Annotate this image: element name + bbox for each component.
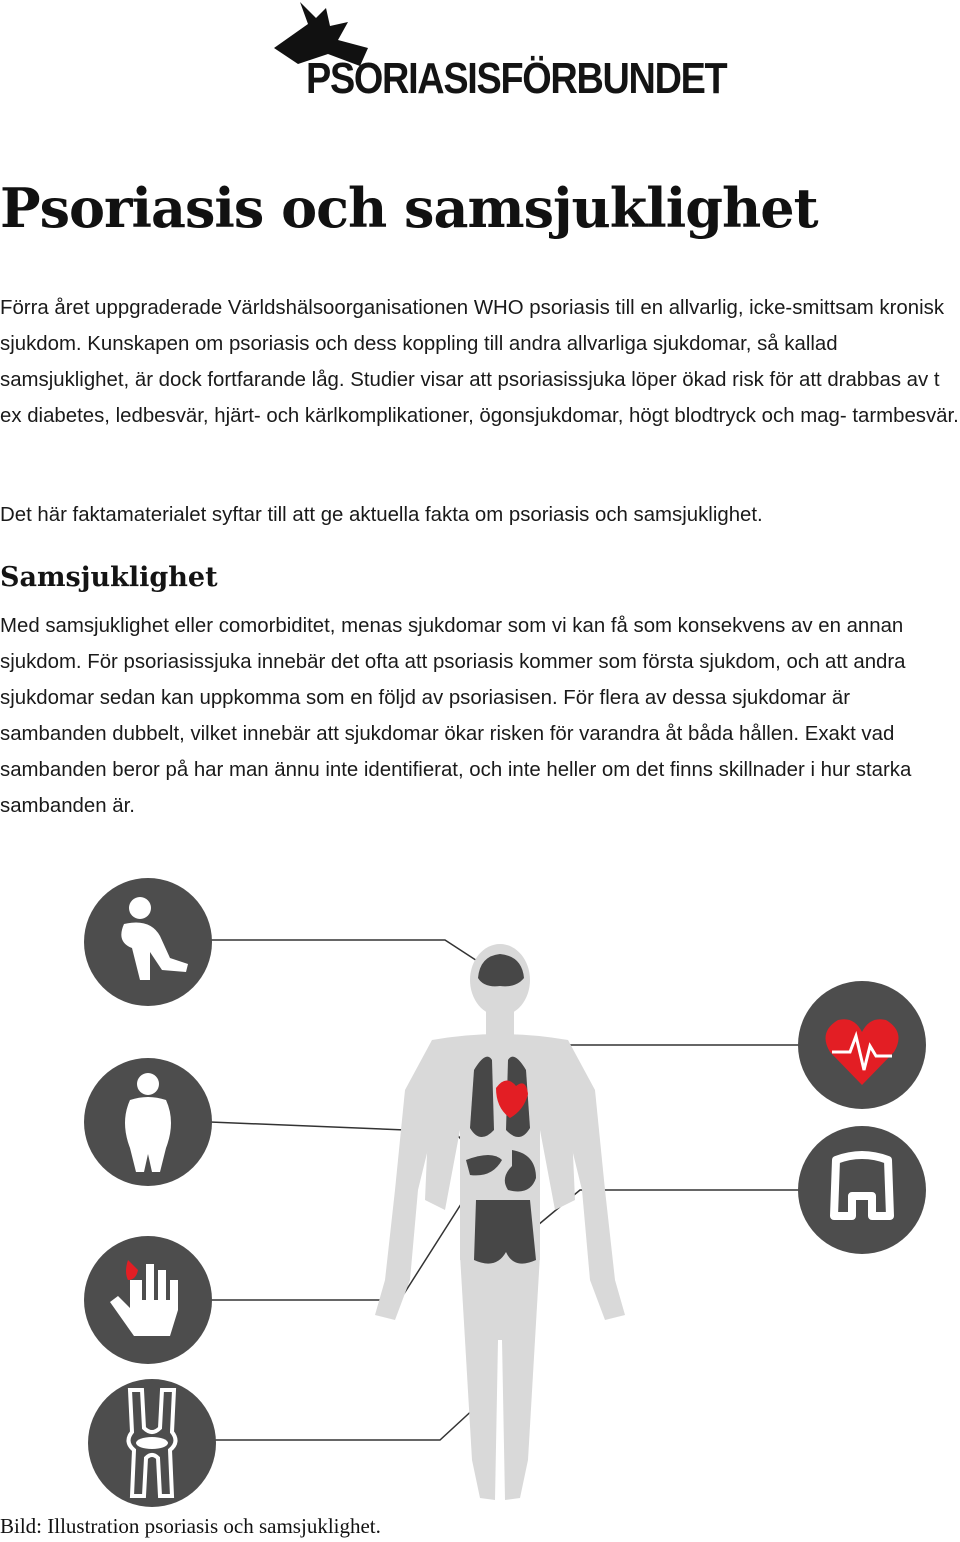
intestine-icon: [798, 1126, 926, 1254]
section-paragraph: Med samsjuklighet eller comorbiditet, menas sjukdomar som vi kan få som konsekvens av en annan sjukdom. För psoriasissjuka innebär det ofta att psoriasis kommer som första sjukdom, och att andra sjukdomar sedan kan uppkomma som en följd av psoriasisen. För flera av dessa sjukdomar är sambanden dubbelt, vilket innebär att sjukdomar ökar risken för varandra åt båda hållen. Exakt vad sambanden beror på har man ännu inte identifierat, och inte heller om det finns skillnader i hur starka sambanden är.: [0, 615, 912, 817]
logo: [268, 2, 727, 103]
heart-icon: [798, 981, 926, 1109]
purpose-paragraph: Det här faktamaterialet syftar till att ge aktuella fakta om psoriasis och samsjuklighet.: [0, 504, 763, 526]
intro-paragraph: Förra året uppgraderade Världshälsoorganisationen WHO psoriasis till en allvarlig, icke-smittsam kronisk sjukdom. Kunskapen om psoriasis och dess koppling till andra allvarliga sjukdomar, så kallad samsjuklighet, är dock fortfarande låg. Studier visar att psoriasissjuka löper ökad risk för att drabbas av t ex diabetes, ledbesvär, hjärt- och kärlkomplikationer, ögonsjukdomar, högt blodtryck och mag- tarmbesvär.: [0, 297, 959, 427]
figure-caption: Bild: Illustration psoriasis och samsjuklighet.: [0, 1514, 381, 1538]
blood-sugar-icon: [84, 1236, 212, 1364]
joint-icon: [88, 1379, 216, 1507]
page-title: Psoriasis och samsjuklighet: [0, 176, 818, 240]
comorbidity-illustration: [0, 860, 960, 1510]
connector-depression: [210, 940, 488, 968]
depression-icon: [84, 878, 212, 1006]
connector-joint: [215, 1405, 478, 1440]
obesity-icon: [84, 1058, 212, 1186]
logo-text: PSORIASISFÖRBUNDET: [306, 54, 727, 103]
connector-blood-sugar: [210, 1190, 470, 1300]
section-heading: Samsjuklighet: [0, 562, 218, 593]
